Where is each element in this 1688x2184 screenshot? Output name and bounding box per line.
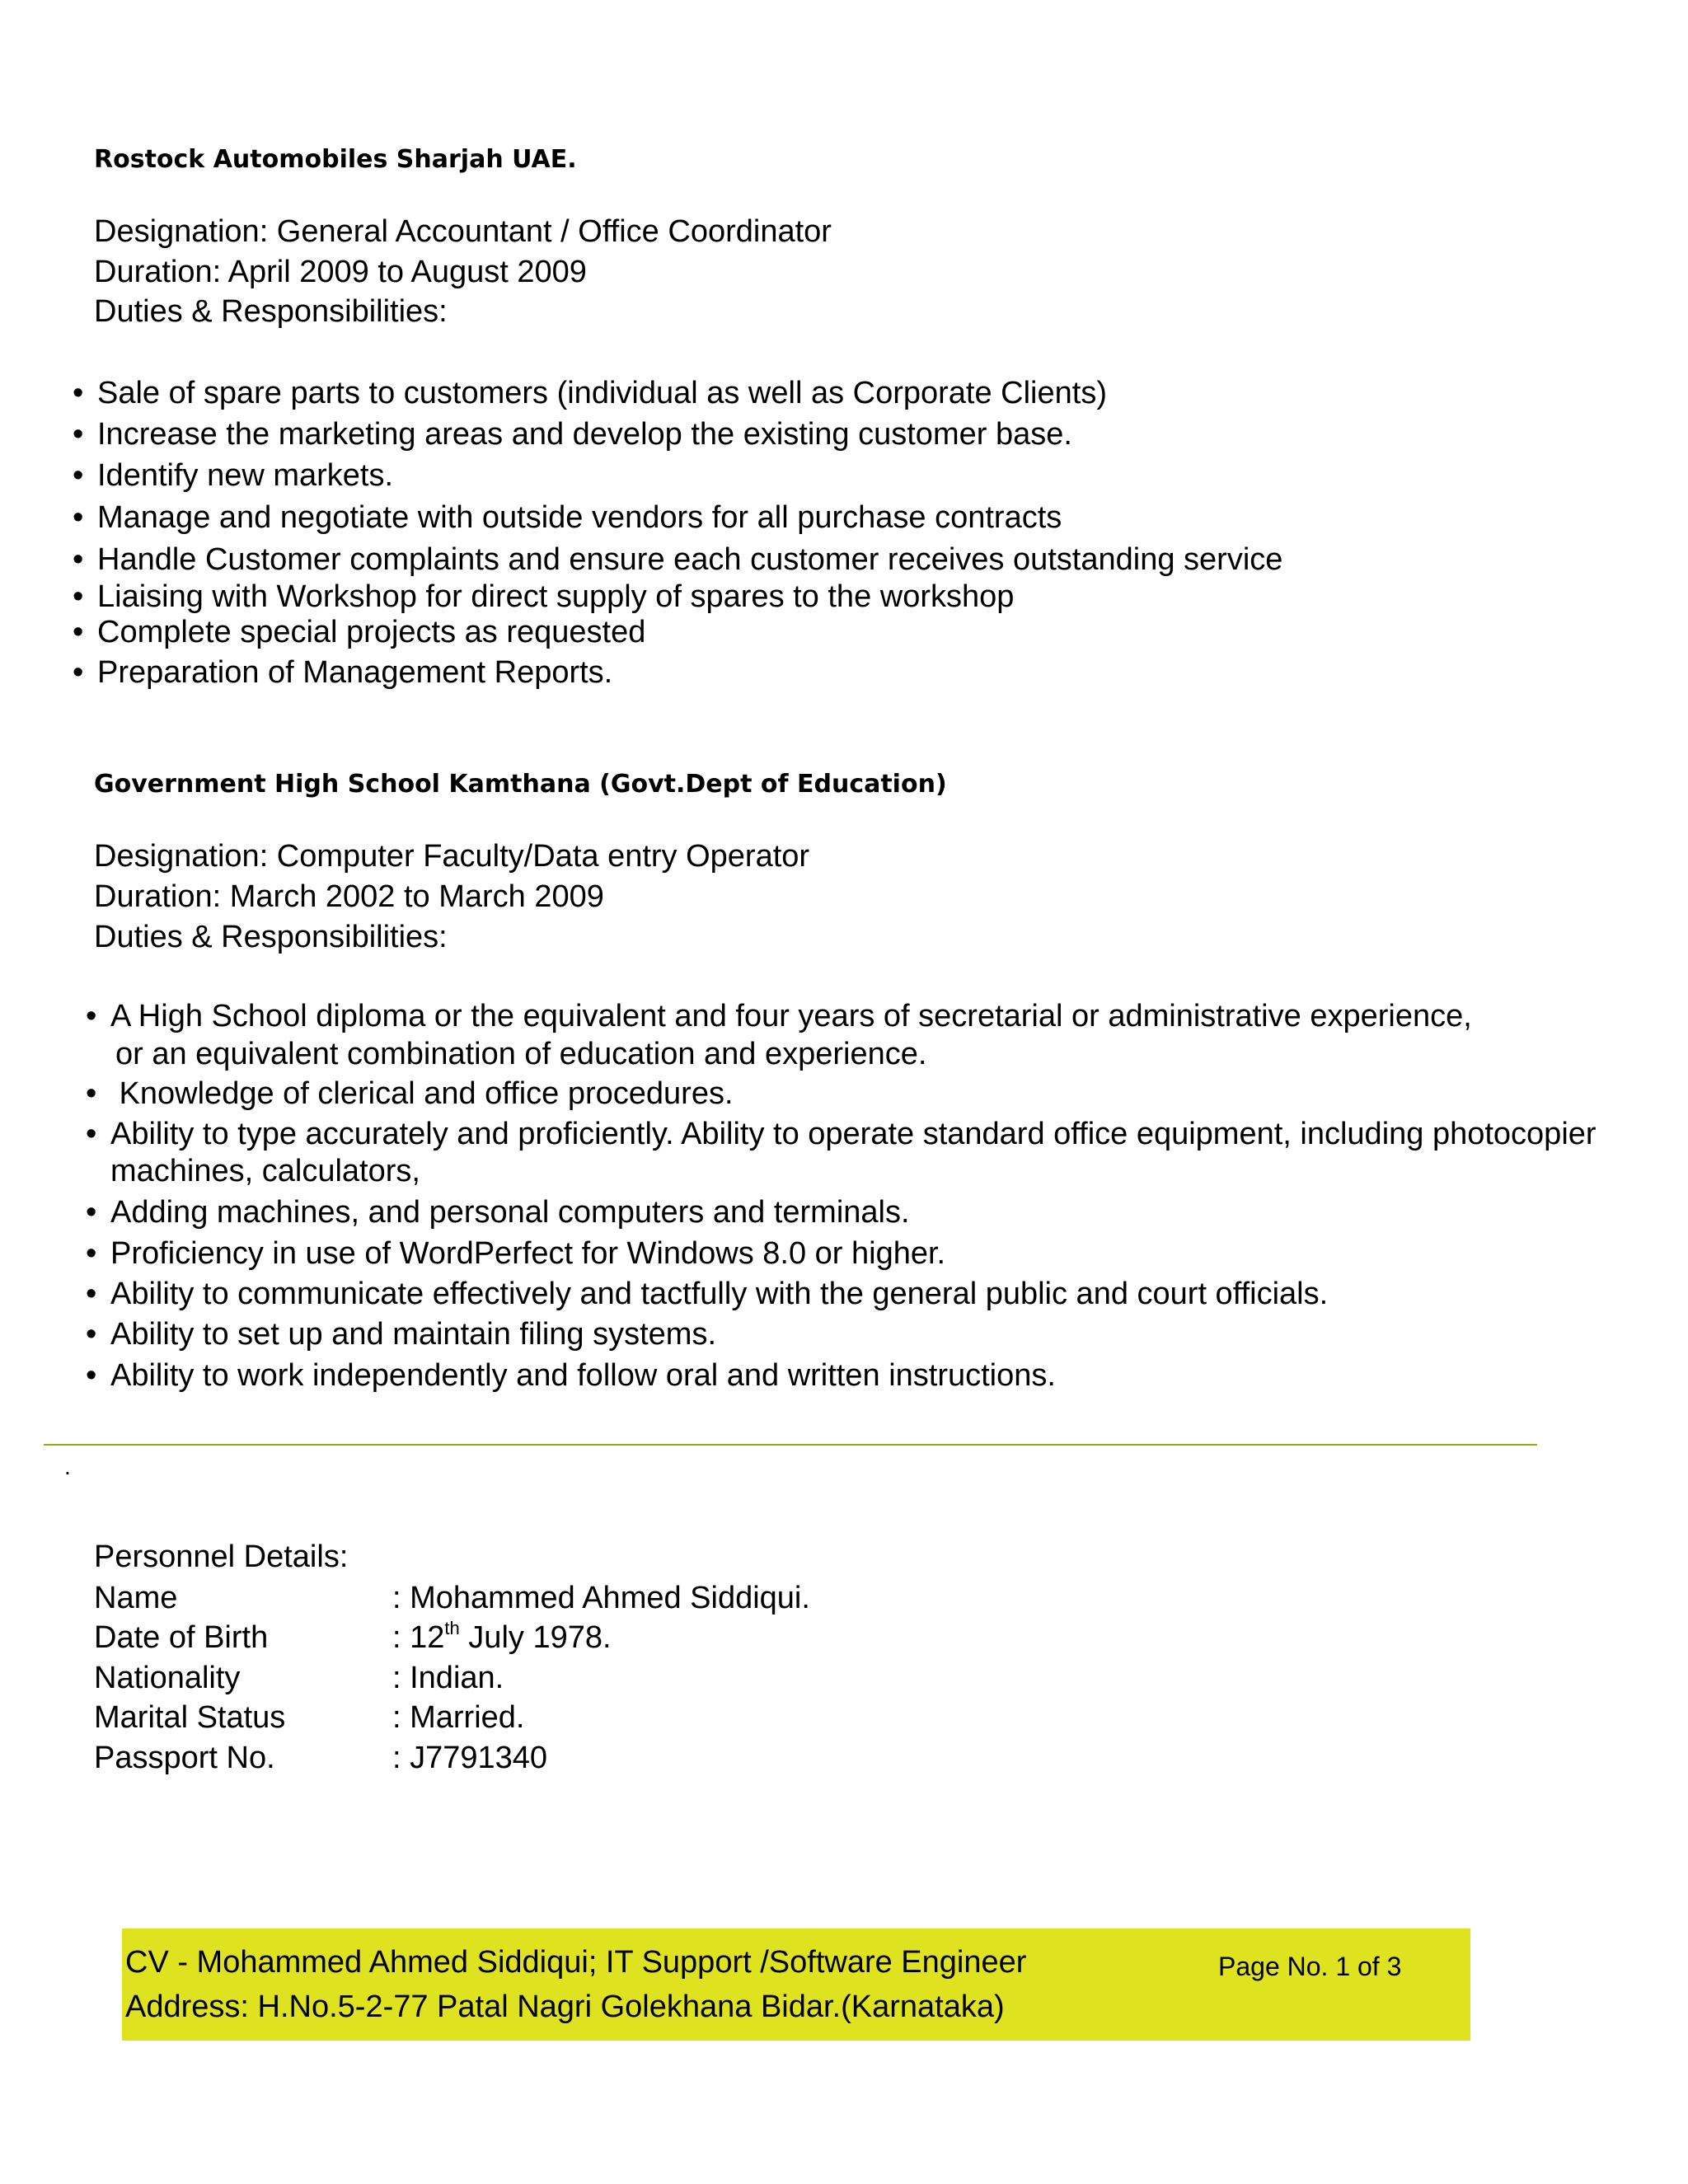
job2-duties-heading: Duties & Responsibilities:	[94, 920, 448, 954]
marital-status-value: : Married.	[392, 1700, 525, 1735]
dob-label: Date of Birth	[94, 1620, 269, 1655]
job2-duty-item: • Ability to communicate effectively and tactfully with the general public and court officials.	[86, 1277, 1329, 1311]
bullet-icon: •	[73, 542, 84, 577]
job2-duty-item: • Adding machines, and personal computers and terminals.	[86, 1195, 910, 1230]
page-number: Page No. 1 of 3	[1218, 1952, 1402, 1981]
job2-duty-continuation: machines, calculators,	[110, 1154, 420, 1188]
job1-duration: Duration: April 2009 to August 2009	[94, 255, 587, 289]
job2-duty-item: • Ability to work independently and follow oral and written instructions.	[86, 1358, 1056, 1393]
job1-duty-item: • Preparation of Management Reports.	[73, 655, 613, 690]
bullet-icon: •	[86, 1117, 97, 1151]
name-label: Name	[94, 1581, 178, 1615]
job2-duty-item: • Knowledge of clerical and office procedures.	[86, 1076, 734, 1111]
job1-duty-item: • Liaising with Workshop for direct supply of spares to the workshop	[73, 579, 1015, 614]
company-name-government-school: Government High School Kamthana (Govt.Dept of Education)	[94, 770, 947, 799]
job1-duty-item: • Sale of spare parts to customers (individual as well as Corporate Clients)	[73, 376, 1107, 410]
bullet-icon: •	[86, 1076, 97, 1111]
bullet-icon: •	[86, 999, 97, 1033]
bullet-icon: •	[73, 417, 84, 452]
job2-duty-item: • Ability to set up and maintain filing systems.	[86, 1317, 717, 1352]
nationality-value: : Indian.	[392, 1661, 504, 1695]
stray-dot: .	[64, 1454, 71, 1479]
bullet-icon: •	[73, 615, 84, 649]
job1-duty-item: • Identify new markets.	[73, 458, 394, 493]
company-name-rostock: Rostock Automobiles Sharjah UAE.	[94, 145, 577, 174]
bullet-icon: •	[86, 1358, 97, 1393]
job2-duty-item: • A High School diploma or the equivalent and four years of secretarial or administrative experience,	[86, 999, 1472, 1033]
job1-duty-item: • Complete special projects as requested	[73, 615, 646, 649]
personal-details-heading: Personnel Details:	[94, 1540, 349, 1574]
job1-duties-heading: Duties & Responsibilities:	[94, 294, 448, 329]
bullet-icon: •	[86, 1277, 97, 1311]
footer-address: Address: H.No.5-2-77 Patal Nagri Golekhana Bidar.(Karnataka)	[125, 1990, 1005, 2024]
passport-value: : J7791340	[392, 1741, 548, 1775]
job1-duty-item: • Increase the marketing areas and develop the existing customer base.	[73, 417, 1072, 452]
job2-duty-item: • Ability to type accurately and proficiently. Ability to operate standard office equipment, including photocopier	[86, 1117, 1597, 1151]
bullet-icon: •	[86, 1236, 97, 1271]
footer-cv-title: CV - Mohammed Ahmed Siddiqui; IT Support /Software Engineer	[125, 1945, 1027, 1980]
job2-duty-continuation: or an equivalent combination of education and experience.	[115, 1037, 927, 1071]
bullet-icon: •	[86, 1317, 97, 1352]
bullet-icon: •	[73, 579, 84, 614]
job2-duration: Duration: March 2002 to March 2009	[94, 879, 604, 914]
job2-designation: Designation: Computer Faculty/Data entry Operator	[94, 839, 810, 874]
job1-duty-item: • Manage and negotiate with outside vendors for all purchase contracts	[73, 500, 1062, 535]
bullet-icon: •	[73, 655, 84, 690]
page-footer	[122, 1929, 1470, 2041]
job1-duty-item: • Handle Customer complaints and ensure each customer receives outstanding service	[73, 542, 1283, 577]
passport-label: Passport No.	[94, 1741, 275, 1775]
job2-duty-item: • Proficiency in use of WordPerfect for Windows 8.0 or higher.	[86, 1236, 946, 1271]
bullet-icon: •	[73, 500, 84, 535]
name-value: : Mohammed Ahmed Siddiqui.	[392, 1581, 810, 1615]
bullet-icon: •	[73, 376, 84, 410]
nationality-label: Nationality	[94, 1661, 241, 1695]
bullet-icon: •	[86, 1195, 97, 1230]
dob-value: : 12th July 1978.	[392, 1618, 612, 1655]
marital-status-label: Marital Status	[94, 1700, 286, 1735]
bullet-icon: •	[73, 458, 84, 493]
job1-designation: Designation: General Accountant / Office Coordinator	[94, 214, 832, 249]
section-divider	[44, 1444, 1537, 1446]
